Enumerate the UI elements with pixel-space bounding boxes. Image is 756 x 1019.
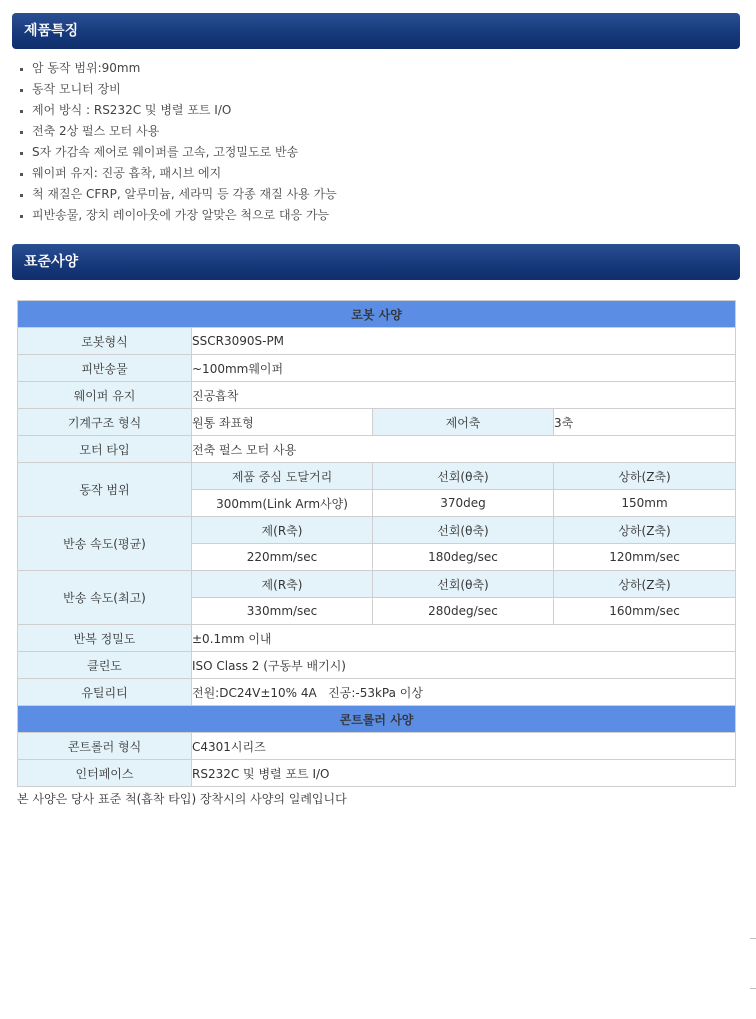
max-speed-label: 반송 속도(최고) <box>18 571 192 625</box>
interface-value: RS232C 및 병렬 포트 I/O <box>192 760 736 787</box>
table-row <box>18 328 736 355</box>
avg-z-value: 120mm/sec <box>554 544 736 571</box>
spec-section-title: 표준사양 <box>12 244 740 280</box>
table-row <box>18 301 736 328</box>
max-z-header: 상하(Z축) <box>554 571 736 598</box>
utility-label: 유틸리티 <box>18 679 192 706</box>
scroll-edge-marker <box>750 938 756 939</box>
feature-item <box>18 58 337 79</box>
feature-item <box>18 205 337 226</box>
table-row <box>18 382 736 409</box>
motor-type-value: 전축 펄스 모터 사용 <box>192 436 736 463</box>
object-label: 피반송물 <box>18 355 192 382</box>
controller-spec-header: 콘트롤러 사양 <box>18 706 736 733</box>
avg-theta-header: 선회(θ축) <box>373 517 554 544</box>
table-row <box>18 706 736 733</box>
feature-text: S자 가감속 제어로 웨이퍼를 고속, 고정밀도로 반송 <box>32 145 299 159</box>
avg-theta-value: 180deg/sec <box>373 544 554 571</box>
table-row <box>18 652 736 679</box>
cleanliness-value: ISO Class 2 (구동부 배기시) <box>192 652 736 679</box>
bullet-icon <box>20 68 23 71</box>
avg-r-header: 제(R축) <box>192 517 373 544</box>
feature-text: 동작 모니터 장비 <box>32 82 121 96</box>
table-row <box>18 517 736 544</box>
feature-text: 피반송물, 장치 레이아웃에 가장 알맞은 척으로 대응 가능 <box>32 208 330 222</box>
mech-structure-label: 기계구조 형식 <box>18 409 192 436</box>
spec-table <box>17 300 736 787</box>
max-theta-value: 280deg/sec <box>373 598 554 625</box>
table-row <box>18 760 736 787</box>
features-section-title: 제품특징 <box>12 13 740 49</box>
wafer-hold-label: 웨이퍼 유지 <box>18 382 192 409</box>
robot-model-value: SSCR3090S-PM <box>192 328 736 355</box>
avg-z-header: 상하(Z축) <box>554 517 736 544</box>
bullet-icon <box>20 131 23 134</box>
bullet-icon <box>20 89 23 92</box>
feature-item <box>18 79 337 100</box>
range-label: 동작 범위 <box>18 463 192 517</box>
control-axis-value: 3축 <box>554 409 736 436</box>
bullet-icon <box>20 194 23 197</box>
bullet-icon <box>20 173 23 176</box>
bullet-icon <box>20 110 23 113</box>
table-row <box>18 733 736 760</box>
controller-model-value: C4301시리즈 <box>192 733 736 760</box>
feature-text: 웨이퍼 유지: 진공 흡착, 패시브 에지 <box>32 166 222 180</box>
feature-text: 암 동작 범위:90mm <box>32 61 141 75</box>
table-row <box>18 409 736 436</box>
object-value: ~100mm웨이퍼 <box>192 355 736 382</box>
range-z-value: 150mm <box>554 490 736 517</box>
feature-item <box>18 100 337 121</box>
feature-text: 제어 방식 : RS232C 및 병렬 포트 I/O <box>32 103 232 117</box>
avg-r-value: 220mm/sec <box>192 544 373 571</box>
spec-footnote: 본 사양은 당사 표준 척(흡착 타입) 장착시의 사양의 일례입니다 <box>17 792 347 806</box>
repeatability-value: ±0.1mm 이내 <box>192 625 736 652</box>
table-row <box>18 355 736 382</box>
table-row <box>18 625 736 652</box>
range-theta-header: 선회(θ축) <box>373 463 554 490</box>
bullet-icon <box>20 215 23 218</box>
control-axis-label: 제어축 <box>373 409 554 436</box>
scroll-edge-marker <box>750 988 756 989</box>
feature-list <box>18 58 337 226</box>
robot-model-label: 로봇형식 <box>18 328 192 355</box>
feature-text: 전축 2상 펄스 모터 사용 <box>32 124 160 138</box>
wafer-hold-value: 진공흡착 <box>192 382 736 409</box>
feature-item <box>18 121 337 142</box>
avg-speed-label: 반송 속도(평균) <box>18 517 192 571</box>
feature-text: 척 재질은 CFRP, 알루미늄, 세라믹 등 각종 재질 사용 가능 <box>32 187 337 201</box>
motor-type-label: 모터 타입 <box>18 436 192 463</box>
table-row <box>18 436 736 463</box>
utility-value: 전원:DC24V±10% 4A 진공:-53kPa 이상 <box>192 679 736 706</box>
range-z-header: 상하(Z축) <box>554 463 736 490</box>
table-row <box>18 571 736 598</box>
feature-item <box>18 184 337 205</box>
bullet-icon <box>20 152 23 155</box>
robot-spec-header: 로봇 사양 <box>18 301 736 328</box>
feature-item <box>18 142 337 163</box>
controller-model-label: 콘트롤러 형식 <box>18 733 192 760</box>
range-reach-value: 300mm(Link Arm사양) <box>192 490 373 517</box>
range-reach-header: 제품 중심 도달거리 <box>192 463 373 490</box>
table-row <box>18 463 736 490</box>
table-row <box>18 679 736 706</box>
range-theta-value: 370deg <box>373 490 554 517</box>
max-r-header: 제(R축) <box>192 571 373 598</box>
max-theta-header: 선회(θ축) <box>373 571 554 598</box>
feature-item <box>18 163 337 184</box>
max-r-value: 330mm/sec <box>192 598 373 625</box>
mech-structure-value: 원통 좌표형 <box>192 409 373 436</box>
cleanliness-label: 클린도 <box>18 652 192 679</box>
repeatability-label: 반복 정밀도 <box>18 625 192 652</box>
interface-label: 인터페이스 <box>18 760 192 787</box>
max-z-value: 160mm/sec <box>554 598 736 625</box>
